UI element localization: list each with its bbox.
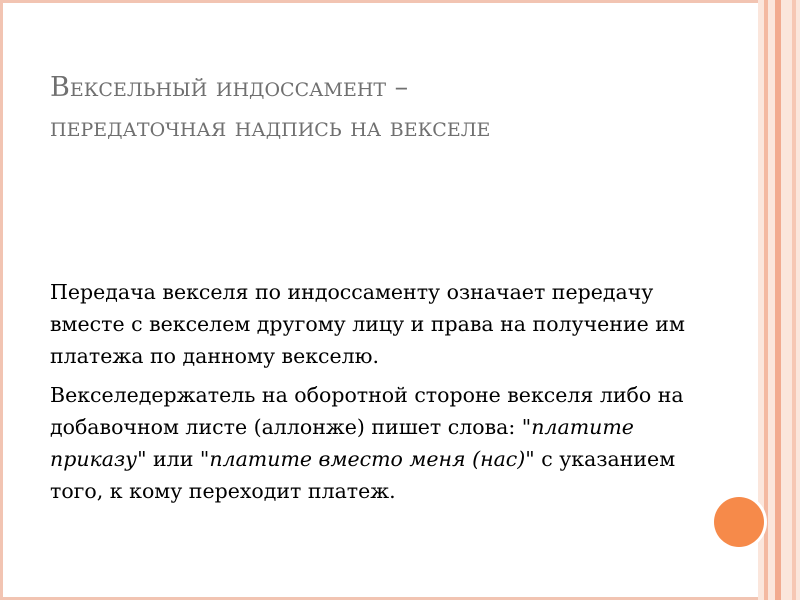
paragraph-2-text-b: или <box>146 447 200 471</box>
paragraph-2 <box>50 379 700 507</box>
band-stripe <box>775 0 781 600</box>
frame-top-line <box>0 0 800 3</box>
band-stripe <box>792 0 796 600</box>
accent-circle <box>714 497 764 547</box>
title-line-1: Вексельный индоссамент – <box>50 72 409 103</box>
quote-pay-instead: "платите вместо меня (нас)" <box>199 447 535 471</box>
band-stripe <box>764 0 768 600</box>
quote-pay-to-order: "платите приказу" <box>50 415 634 471</box>
frame-left-line <box>0 0 3 600</box>
paragraph-1: Передача векселя по индоссаменту означает передачу вместе с векселем другому лицу и права на получение им платежа по данному векселю. <box>50 280 685 368</box>
title-line-2: передаточная надпись на векселе <box>50 112 491 143</box>
slide-body <box>50 276 700 514</box>
paragraph-2-text-c: с указанием того, к кому переходит платеж. <box>50 447 676 503</box>
paragraph-2-text-a: Векселедержатель на оборотной стороне векселя либо на добавочном листе (аллонже) пишет слова: <box>50 383 684 439</box>
slide-title <box>50 68 730 148</box>
